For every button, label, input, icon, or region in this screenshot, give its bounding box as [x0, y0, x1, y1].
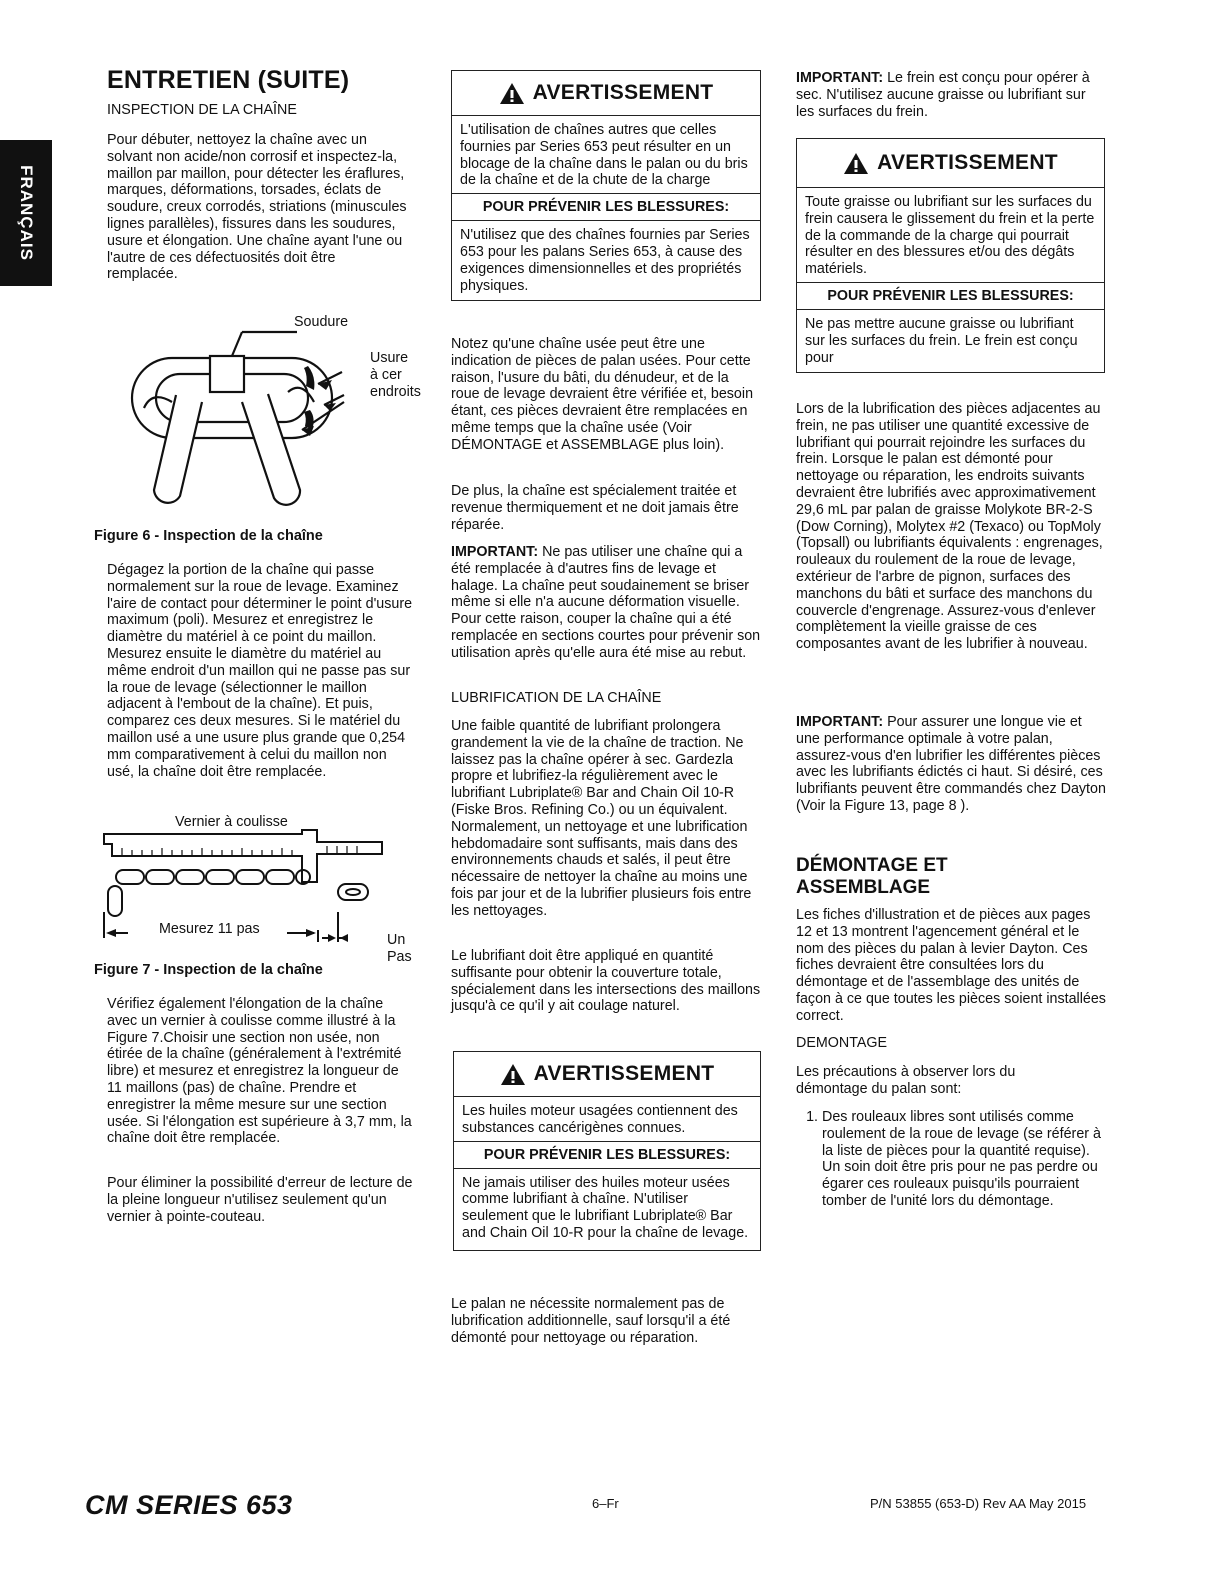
warning-title: AVERTISSEMENT — [877, 151, 1058, 174]
warning-triangle-icon — [500, 1063, 526, 1086]
warning-triangle-icon — [843, 152, 869, 175]
language-tab — [0, 140, 52, 286]
paragraph: De plus, la chaîne est spécialement traitée et revenue thermiquement et ne doit jamais être réparée. — [451, 483, 739, 533]
paragraph: Dégagez la portion de la chaîne qui passe normalement sur la roue de levage. Examinez l'aire de contact pour déterminer le point d'usure maximum (poli). Mesurez et enregistrez le diamètre du matériel à ce point du maillon. Mesurez ensuite le diamètre du matériel au même endroit d'un maillon qui ne passe pas sur la roue de levage (sélectionner le maillon adjacent à l'embout de la chaîne). Et puis, comparez ces deux mesures. Si le matériel du maillon usé a une usure plus grande que 0,254 mm comparativement à celui du maillon non usé, la chaîne doit être remplacée. — [107, 562, 413, 780]
figure-6-caption: Figure 6 - Inspection de la chaîne — [94, 528, 323, 544]
paragraph: Vérifiez également l'élongation de la chaîne avec un vernier à coulisse comme illustré à la Figure 7.Choisir une section non usée, non étirée de la chaîne (généralement à l'extrémité libre) et mesurez et enregistrez la longueur de 11 maillons (pas) de chaîne. Prendre et enregistrer la même mesure sur une section usée. Si l'élongation est supérieure à 3,7 mm, la chaîne doit être remplacée. — [107, 996, 412, 1147]
paragraph: Une faible quantité de lubrifiant prolongera grandement la vie de la chaîne de traction. Ne laissez pas la chaîne opérer à sec. Gardezla propre et lubrifiez-la régulièrement avec le lubrifiant Lubriplate® Bar and Chain Oil 10-R (Fiske Bros. Refining Co.) ou un équivalent. Normalement, un nettoyage et une lubrification hebdomadaire sont suffisants, mais dans des environnements chauds et salés, il peut être nécessaire de nettoyer la chaîne au moins une fois par jour et de la lubrifier plusieurs fois entre les nettoyages. — [451, 718, 752, 919]
label-mesurez: Mesurez 11 pas — [159, 921, 260, 937]
warning-box — [453, 1051, 761, 1251]
prevention-text: Ne jamais utiliser des huiles moteur usées comme lubrifiant à chaîne. N'utiliser seulement que le lubrifiant Lubriplate® Bar and Chain Oil 10-R pour la chaîne de levage. — [462, 1174, 749, 1241]
paragraph: Pour éliminer la possibilité d'erreur de lecture de la pleine longueur n'utilisez seulement qu'un vernier à pointe-couteau. — [107, 1175, 413, 1225]
paragraph — [796, 714, 1106, 815]
important-label: IMPORTANT: — [796, 714, 884, 730]
prevention-heading: POUR PRÉVENIR LES BLESSURES: — [797, 282, 1104, 310]
list-item: 1. Des rouleaux libres sont utilisés comme roulement de la roue de levage (se référer à la liste de pièces pour la quantité requise). Un soin doit être pris pour ne pas perdre ou égarer ces rouleaux puisqu'ils pourraient tomber de l'unité lors du démontage. — [822, 1109, 1104, 1210]
warning-header — [797, 139, 1104, 188]
prevention-text: N'utilisez que des chaînes fournies par Series 653 pour les palans Series 653, à cause des exigences dimensionnelles et des propriétés physiques. — [460, 227, 750, 294]
important-label: IMPORTANT: — [451, 544, 539, 560]
chain-link-illustration — [92, 310, 432, 520]
label-pas: Pas — [387, 949, 412, 965]
prevention-heading: POUR PRÉVENIR LES BLESSURES: — [454, 1141, 760, 1169]
important-label: IMPORTANT: — [796, 70, 884, 86]
label-vernier: Vernier à coulisse — [175, 814, 288, 830]
prevention-text: Ne pas mettre aucune graisse ou lubrifiant sur les surfaces du frein. Le frein est conçu pour — [805, 315, 1078, 366]
paragraph-text: Ne pas utiliser une chaîne qui a été remplacée à d'autres fins de levage et halage. La chaîne peut soudainement se briser même si elle n'a aucune déformation visuelle. Pour cette raison, couper la chaîne qui a été remplacée en sections courtes pour prévenir son utilisation après qu'elle aura été mise au rebut. — [451, 544, 761, 661]
label-soudure: Soudure — [294, 314, 349, 330]
language-tab-label: FRANÇAIS — [17, 165, 36, 261]
paragraph: Pour débuter, nettoyez la chaîne avec un solvant non acide/non corrosif et inspectez-la, maillon par maillon, pour détecter les éraflures, marques, déformations, torsades, éclats de soudure, creux corrodés, striations (minuscules lignes parallèles), fissures dans les soudures, usure et élongation. Une chaîne ayant l'une ou l'autre de ces défectuosités doit être remplacée. — [107, 132, 407, 283]
paragraph — [451, 544, 761, 662]
warning-title: AVERTISSEMENT — [533, 1062, 715, 1085]
paragraph — [796, 70, 1096, 120]
section-subtitle: LUBRIFICATION DE LA CHAÎNE — [451, 690, 662, 706]
steps-list — [796, 1109, 1104, 1210]
section-heading: DÉMONTAGE ET ASSEMBLAGE — [796, 855, 948, 898]
page-number: 6–Fr — [592, 1496, 619, 1511]
part-number: P/N 53855 (653-D) Rev AA May 2015 — [870, 1496, 1087, 1511]
warning-header — [452, 71, 760, 116]
paragraph: Les fiches d'illustration et de pièces aux pages 12 et 13 montrent l'agencement général et le nom des pièces du palan à levier Dayton. Ces fiches devraient être consultées lors du démontage et de l'assemblage des unités de façon à ce que toutes les pièces soient installées correct. — [796, 907, 1106, 1024]
warning-box — [796, 138, 1105, 373]
warning-text: L'utilisation de chaînes autres que celles fournies par Series 653 peut résulter en un blocage de la chaîne dans le palan ou du bris de la chaîne et de la chute de la charge — [460, 122, 748, 189]
warning-header — [454, 1052, 760, 1097]
warning-title: AVERTISSEMENT — [532, 81, 714, 104]
warning-triangle-icon — [499, 82, 525, 105]
figure-7 — [102, 812, 432, 965]
label-a-cer: à cer — [370, 367, 402, 383]
page-title: ENTRETIEN (SUITE) — [107, 66, 350, 94]
paragraph: Lors de la lubrification des pièces adjacentes au frein, ne pas utiliser une quantité excessive de lubrifiant qui pourrait rejoindre les surfaces du frein. Lorsque le palan est démonté pour nettoyage ou réparation, les endroits suivants devraient être lubrifiés avec approximativement 29,6 mL par palan de graisse Molykote BR-2-S (Dow Corning), Molytex #2 (Texaco) ou TopMoly (Topsall) ou lubrifiants équivalents : engrenages, rouleaux du roulement de la roue de levage, extérieur de l'arbre de pignon, surfaces des manchons du bâti et surface des manchons du couvercle d'engrenage. Assurez-vous d'enlever complètement la vieille graisse de ces composantes avant de les lubrifier à nouveau. — [796, 401, 1103, 653]
section-subtitle: DEMONTAGE — [796, 1035, 888, 1051]
label-un: Un — [387, 932, 406, 948]
figure-6 — [92, 310, 432, 520]
brand-logo: CM SERIES 653 — [85, 1490, 293, 1520]
paragraph: Notez qu'une chaîne usée peut être une indication de pièces de palan usées. Pour cette raison, l'usure du bâti, du dénudeur, et de la roue de levage devraient être vérifiée et, besoin étant, ces pièces devraient être remplacées en même temps que la chaîne usée (Voir DÉMONTAGE et ASSEMBLAGE plus loin). — [451, 336, 754, 453]
paragraph: Le lubrifiant doit être appliqué en quantité suffisante pour obtenir la couverture totale, spécialement dans les intersections des maillons jusqu'à ce qu'il y ait coulage naturel. — [451, 948, 761, 1015]
warning-text: Toute graisse ou lubrifiant sur les surfaces du frein causera le glissement du frein et la perte de la commande de la charge qui pourrait résulter en des blessures et/ou des dégâts matériels. — [805, 194, 1095, 278]
section-subtitle: INSPECTION DE LA CHAÎNE — [107, 102, 297, 118]
prevention-heading: POUR PRÉVENIR LES BLESSURES: — [452, 193, 760, 221]
paragraph-text: Pour assurer une longue vie et une performance optimale à votre palan, assurez-vous d'en lubrifier les différentes pièces avec les lubrifiants édictés ci haut. Si désiré, ces lubrifiants peuvent être commandés chez Dayton (Voir la Figure 13, page 8 ). — [796, 714, 1106, 814]
figure-7-caption: Figure 7 - Inspection de la chaîne — [94, 962, 323, 978]
vernier-caliper-illustration — [102, 812, 432, 962]
label-endroits: endroits — [370, 384, 421, 400]
paragraph: Le palan ne nécessite normalement pas de lubrification additionnelle, sauf lorsqu'il a été démonté pour nettoyage ou réparation. — [451, 1296, 731, 1346]
paragraph-text: Le frein est conçu pour opérer à sec. N'utilisez aucune graisse ou lubrifiant sur les surfaces du frein. — [796, 70, 1090, 120]
warning-box — [451, 70, 761, 301]
warning-text: Les huiles moteur usagées contiennent des substances cancérigènes connues. — [462, 1103, 738, 1136]
paragraph: Les précautions à observer lors du démontage du palan sont: — [796, 1064, 1016, 1097]
label-usure: Usure — [370, 350, 409, 366]
